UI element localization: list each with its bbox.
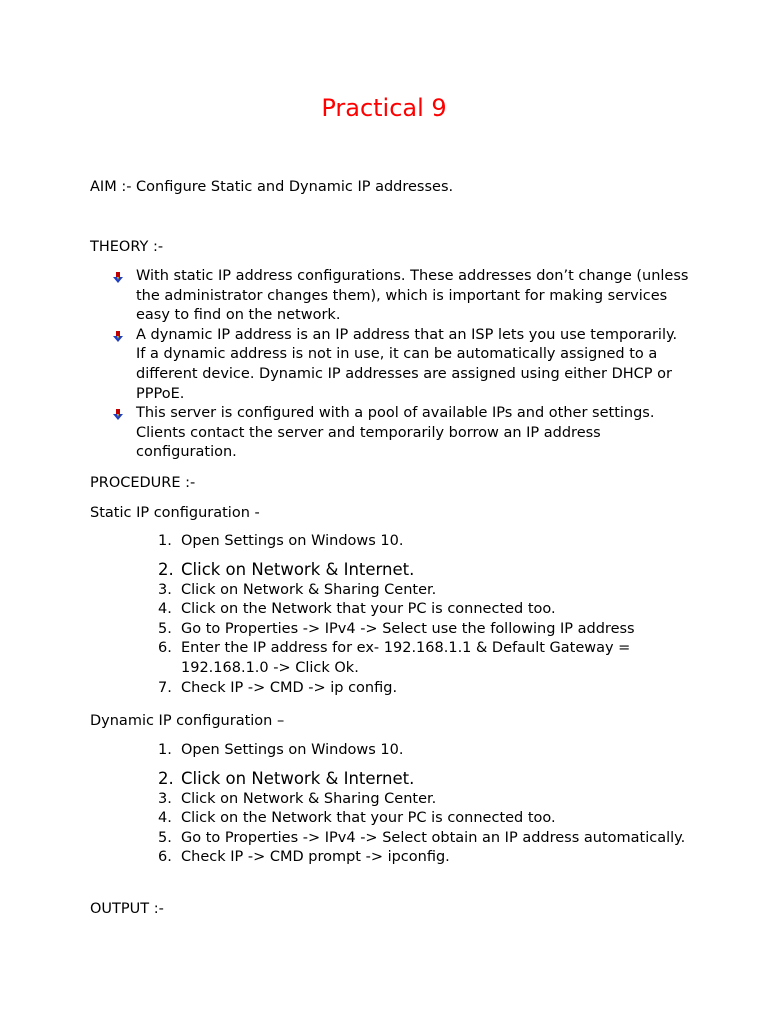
step-number: 3. [158,790,172,807]
step-number: 2. [158,768,174,788]
step-number: 7. [158,679,172,696]
arrow-down-bullet-icon [112,331,124,343]
dynamic-step [150,790,690,810]
static-config-heading: Static IP configuration - [90,505,260,521]
static-step [150,600,690,620]
static-step [150,679,690,699]
static-step [150,559,690,581]
theory-bullet [110,326,690,404]
arrow-down-bullet-icon [112,409,124,421]
step-text: Click on the Network that your PC is connected too. [181,810,556,827]
step-number: 6. [158,849,172,866]
theory-bullet-text: This server is configured with a pool of available IPs and other settings. Clients contact the server and temporarily borrow an IP address configuration. [136,405,655,461]
dynamic-step [150,809,690,829]
output-heading: OUTPUT :- [90,901,164,917]
step-text: Go to Properties -> IPv4 -> Select obtain an IP address automatically. [181,829,686,846]
step-text: Check IP -> CMD -> ip config. [181,679,398,696]
dynamic-step [150,741,690,761]
static-step [150,639,690,678]
step-text: Click on Network & Internet. [181,768,415,788]
step-text: Open Settings on Windows 10. [181,742,404,758]
step-text: Enter the IP address for ex- 192.168.1.1 & Default Gateway = 192.168.1.0 -> Click Ok. [181,640,631,676]
step-number: 1. [158,742,172,758]
dynamic-config-heading: Dynamic IP configuration – [90,713,285,729]
arrow-down-bullet-icon [112,272,124,284]
theory-bullet-text: A dynamic IP address is an IP address that an ISP lets you use temporarily. If a dynamic address is not in use, it can be automatically assigned to a different device. Dynamic IP addresses are assigned using either DHCP or PPPoE. [136,326,678,402]
static-steps-list [150,532,690,698]
static-step [150,581,690,601]
step-number: 1. [158,533,172,549]
step-text: Click on the Network that your PC is connected too. [181,601,556,618]
page-title: Practical 9 [321,94,447,122]
theory-bullet [110,267,690,326]
step-number: 4. [158,810,172,827]
step-number: 3. [158,581,172,598]
step-text: Click on Network & Sharing Center. [181,581,437,598]
step-text: Click on Network & Sharing Center. [181,790,437,807]
step-text: Open Settings on Windows 10. [181,533,404,549]
static-step [150,532,690,552]
theory-list [110,267,690,463]
dynamic-step [150,768,690,790]
theory-bullet-text: With static IP address configurations. These addresses don’t change (unless the administrator changes them), which is important for making services easy to find on the network. [136,268,689,324]
theory-heading: THEORY :- [90,239,164,255]
dynamic-step [150,848,690,868]
step-text: Click on Network & Internet. [181,559,415,579]
aim-line: AIM :- Configure Static and Dynamic IP addresses. [90,179,454,195]
procedure-heading: PROCEDURE :- [90,475,196,491]
step-number: 5. [158,829,172,846]
step-number: 4. [158,601,172,618]
static-step [150,620,690,640]
step-number: 6. [158,640,172,657]
step-text: Go to Properties -> IPv4 -> Select use the following IP address [181,620,635,637]
step-text: Check IP -> CMD prompt -> ipconfig. [181,849,450,866]
step-number: 2. [158,559,174,579]
dynamic-step [150,829,690,849]
step-number: 5. [158,620,172,637]
theory-bullet [110,404,690,463]
dynamic-steps-list [150,741,690,868]
